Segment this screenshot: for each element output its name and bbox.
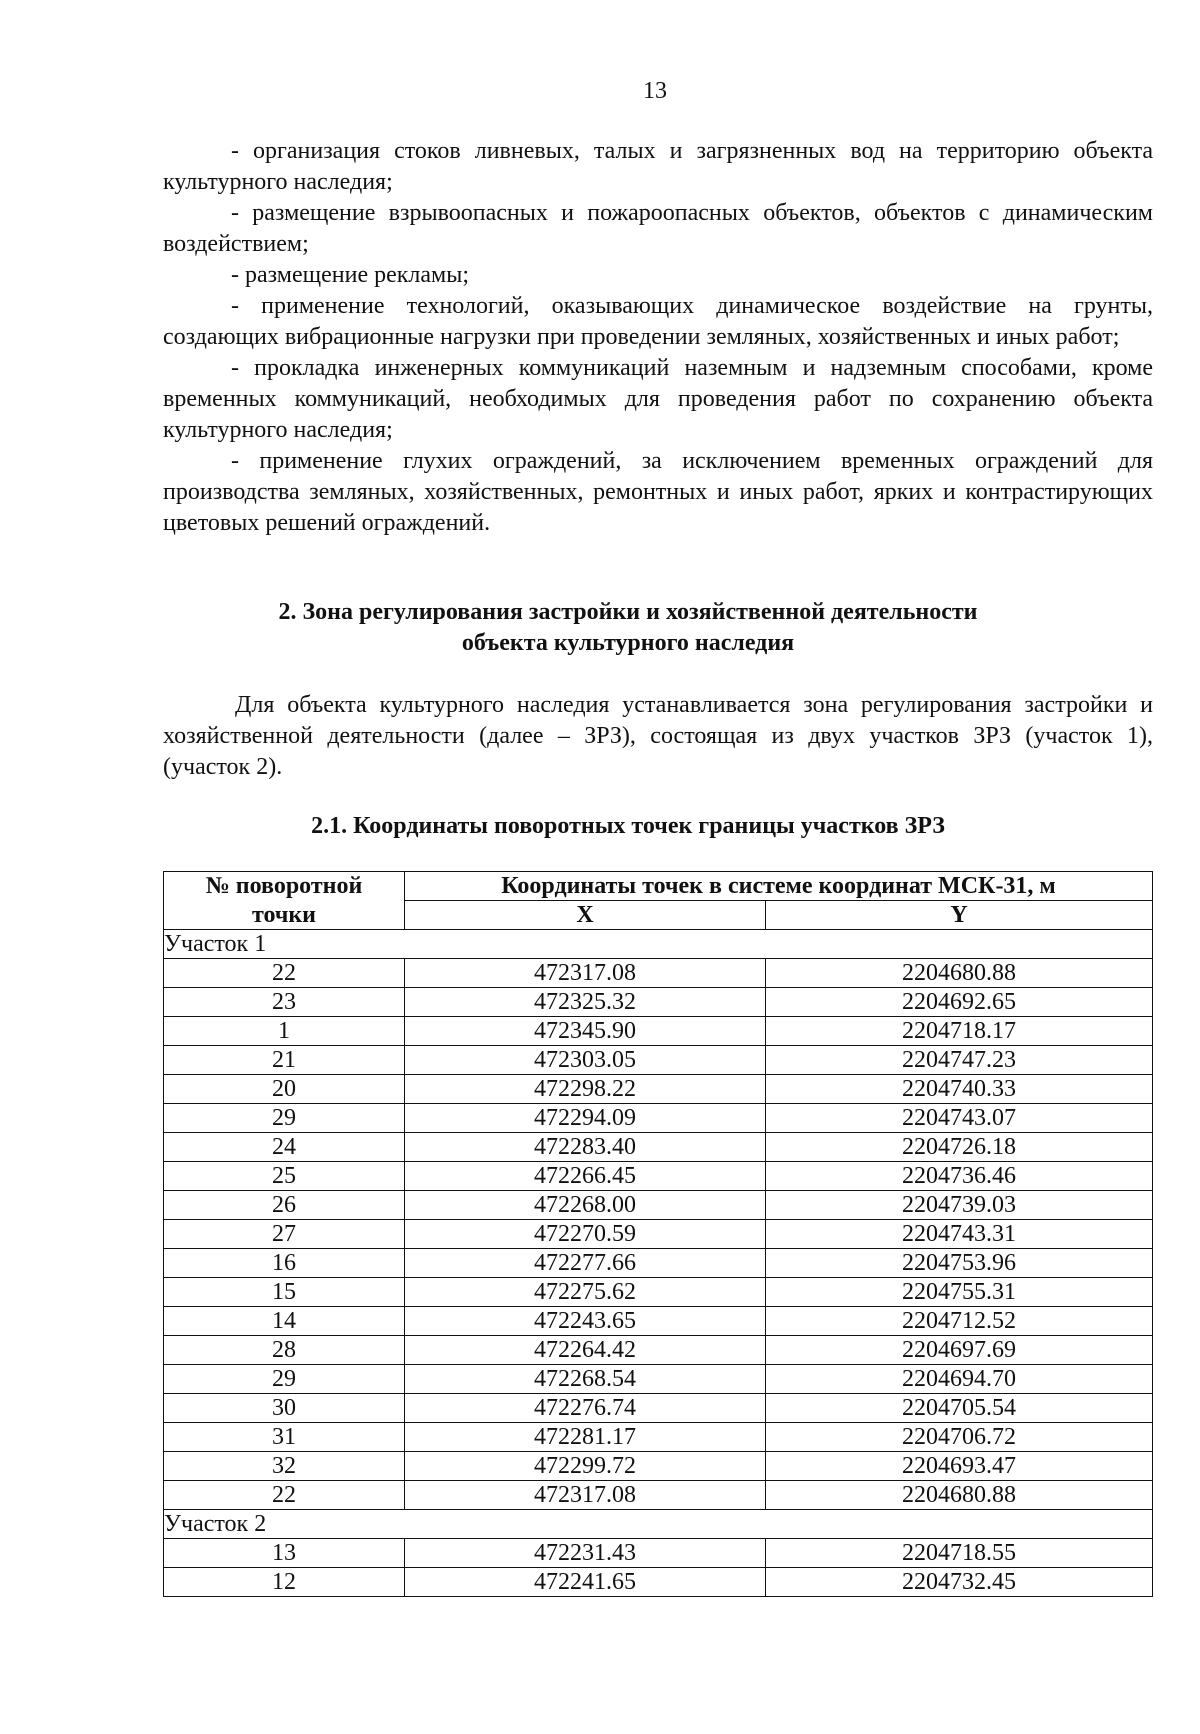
- x-coordinate-cell: 472317.08: [405, 1481, 766, 1510]
- x-coordinate-cell: 472345.90: [405, 1017, 766, 1046]
- point-number-cell: 31: [164, 1423, 405, 1452]
- x-coordinate-cell: 472283.40: [405, 1133, 766, 1162]
- restrictions-list: [163, 136, 1153, 539]
- table-row: [164, 1539, 1153, 1568]
- y-coordinate-cell: 2204705.54: [766, 1394, 1153, 1423]
- x-coordinate-cell: 472325.32: [405, 988, 766, 1017]
- point-number-cell: 27: [164, 1220, 405, 1249]
- header-point-number-line2: точки: [251, 901, 317, 928]
- table-row: [164, 1481, 1153, 1510]
- y-coordinate-cell: 2204743.31: [766, 1220, 1153, 1249]
- section-2-label: Участок 2: [164, 1510, 1153, 1539]
- point-number-cell: 24: [164, 1133, 405, 1162]
- table-row: [164, 1307, 1153, 1336]
- point-number-cell: 29: [164, 1365, 405, 1394]
- y-coordinate-cell: 2204755.31: [766, 1278, 1153, 1307]
- point-number-cell: 26: [164, 1191, 405, 1220]
- table-row: [164, 1452, 1153, 1481]
- restriction-item: - применение технологий, оказывающих динамическое воздействие на грунты, создающих вибрационные нагрузки при проведении земляных, хозяйственных и иных работ;: [163, 293, 1153, 350]
- table-row: [164, 1133, 1153, 1162]
- x-coordinate-cell: 472243.65: [405, 1307, 766, 1336]
- y-coordinate-cell: 2204697.69: [766, 1336, 1153, 1365]
- point-number-cell: 28: [164, 1336, 405, 1365]
- header-x: X: [405, 901, 766, 930]
- y-coordinate-cell: 2204736.46: [766, 1162, 1153, 1191]
- table-row: [164, 1394, 1153, 1423]
- x-coordinate-cell: 472266.45: [405, 1162, 766, 1191]
- point-number-cell: 22: [164, 959, 405, 988]
- point-number-cell: 20: [164, 1075, 405, 1104]
- section-2-intro: [163, 690, 1153, 783]
- table-row: [164, 1249, 1153, 1278]
- coordinates-table: [163, 871, 1153, 1597]
- table-row: [164, 1423, 1153, 1452]
- header-point-number-line1: № поворотной: [205, 873, 363, 900]
- point-number-cell: 23: [164, 988, 405, 1017]
- y-coordinate-cell: 2204692.65: [766, 988, 1153, 1017]
- point-number-cell: 29: [164, 1104, 405, 1133]
- x-coordinate-cell: 472317.08: [405, 959, 766, 988]
- table-row: [164, 1104, 1153, 1133]
- point-number-cell: 16: [164, 1249, 405, 1278]
- section-2-title-line2: объекта культурного наследия: [461, 630, 795, 656]
- y-coordinate-cell: 2204706.72: [766, 1423, 1153, 1452]
- section-row: [164, 1510, 1153, 1539]
- table-row: [164, 1336, 1153, 1365]
- x-coordinate-cell: 472303.05: [405, 1046, 766, 1075]
- table-row: [164, 1075, 1153, 1104]
- y-coordinate-cell: 2204712.52: [766, 1307, 1153, 1336]
- x-coordinate-cell: 472264.42: [405, 1336, 766, 1365]
- section-1-label: Участок 1: [164, 930, 1153, 959]
- x-coordinate-cell: 472294.09: [405, 1104, 766, 1133]
- x-coordinate-cell: 472241.65: [405, 1568, 766, 1597]
- point-number-cell: 14: [164, 1307, 405, 1336]
- table-row: [164, 1017, 1153, 1046]
- table-row: [164, 1278, 1153, 1307]
- y-coordinate-cell: 2204680.88: [766, 1481, 1153, 1510]
- point-number-cell: 30: [164, 1394, 405, 1423]
- y-coordinate-cell: 2204718.17: [766, 1017, 1153, 1046]
- x-coordinate-cell: 472276.74: [405, 1394, 766, 1423]
- y-coordinate-cell: 2204726.18: [766, 1133, 1153, 1162]
- point-number-cell: 12: [164, 1568, 405, 1597]
- y-coordinate-cell: 2204747.23: [766, 1046, 1153, 1075]
- restriction-item: - прокладка инженерных коммуникаций наземным и надземным способами, кроме временных коммуникаций, необходимых для проведения работ по сохранению объекта культурного наследия;: [163, 355, 1153, 443]
- table-row: [164, 959, 1153, 988]
- point-number-cell: 22: [164, 1481, 405, 1510]
- x-coordinate-cell: 472268.54: [405, 1365, 766, 1394]
- x-coordinate-cell: 472270.59: [405, 1220, 766, 1249]
- section-2-body: [164, 1510, 1153, 1597]
- page-number: 13: [643, 78, 667, 104]
- y-coordinate-cell: 2204680.88: [766, 959, 1153, 988]
- x-coordinate-cell: 472231.43: [405, 1539, 766, 1568]
- y-coordinate-cell: 2204732.45: [766, 1568, 1153, 1597]
- y-coordinate-cell: 2204739.03: [766, 1191, 1153, 1220]
- x-coordinate-cell: 472281.17: [405, 1423, 766, 1452]
- table-row: [164, 1162, 1153, 1191]
- table-row: [164, 1568, 1153, 1597]
- section-2-1-title: 2.1. Координаты поворотных точек границы участков ЗРЗ: [311, 813, 945, 839]
- section-2-heading: [163, 597, 1153, 659]
- y-coordinate-cell: 2204740.33: [766, 1075, 1153, 1104]
- header-point-number-cont: [164, 901, 405, 930]
- table-row: [164, 1191, 1153, 1220]
- table-row: [164, 988, 1153, 1017]
- y-coordinate-cell: 2204718.55: [766, 1539, 1153, 1568]
- header-coordinates: Координаты точек в системе координат МСК-31, м: [405, 872, 1153, 901]
- y-coordinate-cell: 2204743.07: [766, 1104, 1153, 1133]
- x-coordinate-cell: 472298.22: [405, 1075, 766, 1104]
- table-row: [164, 1046, 1153, 1075]
- x-coordinate-cell: 472275.62: [405, 1278, 766, 1307]
- table-row: [164, 1365, 1153, 1394]
- point-number-cell: 25: [164, 1162, 405, 1191]
- point-number-cell: 1: [164, 1017, 405, 1046]
- section-1-body: [164, 930, 1153, 1510]
- point-number-cell: 13: [164, 1539, 405, 1568]
- x-coordinate-cell: 472299.72: [405, 1452, 766, 1481]
- point-number-cell: 15: [164, 1278, 405, 1307]
- x-coordinate-cell: 472268.00: [405, 1191, 766, 1220]
- point-number-cell: 32: [164, 1452, 405, 1481]
- y-coordinate-cell: 2204753.96: [766, 1249, 1153, 1278]
- restriction-item: - размещение взрывоопасных и пожароопасных объектов, объектов с динамическим воздействием;: [163, 200, 1153, 257]
- header-point-number: [164, 872, 405, 901]
- section-row: [164, 930, 1153, 959]
- section-2-title-line1: 2. Зона регулирования застройки и хозяйственной деятельности: [278, 599, 978, 625]
- restriction-item: - размещение рекламы;: [231, 262, 470, 288]
- restriction-item: - организация стоков ливневых, талых и загрязненных вод на территорию объекта культурного наследия;: [163, 138, 1153, 195]
- x-coordinate-cell: 472277.66: [405, 1249, 766, 1278]
- table-row: [164, 1220, 1153, 1249]
- section-2-1-heading: [163, 811, 1153, 842]
- intro-paragraph: Для объекта культурного наследия устанавливается зона регулирования застройки и хозяйственной деятельности (далее – ЗРЗ), состоящая из двух участков ЗРЗ (участок 1), (участок 2).: [163, 692, 1153, 780]
- restriction-item: - применение глухих ограждений, за исключением временных ограждений для производства земляных, хозяйственных, ремонтных и иных работ, ярких и контрастирующих цветовых решений ограждений.: [163, 448, 1153, 536]
- y-coordinate-cell: 2204693.47: [766, 1452, 1153, 1481]
- header-y: Y: [766, 901, 1153, 930]
- y-coordinate-cell: 2204694.70: [766, 1365, 1153, 1394]
- point-number-cell: 21: [164, 1046, 405, 1075]
